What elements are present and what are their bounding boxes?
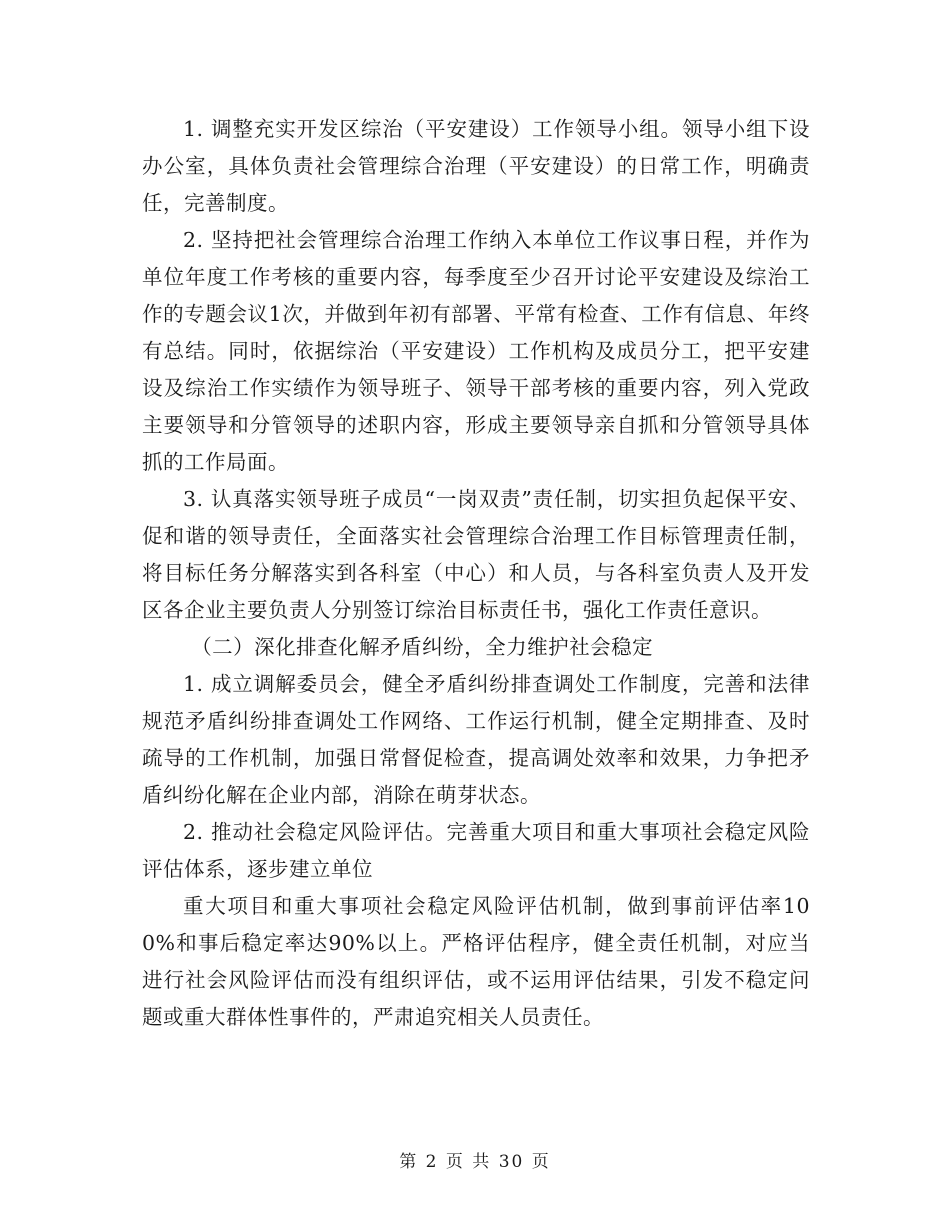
paragraph-2: 2. 坚持把社会管理综合治理工作纳入本单位工作议事日程，并作为单位年度工作考核的重要内容，每季度至少召开讨论平安建设及综治工作的专题会议1次，并做到年初有部署、平常有检查、工作有信息、年终有总结。同时，依据综治（平安建设）工作机构及成员分工，把平安建设及综治工作实绩作为领导班子、领导干部考核的重要内容，列入党政主要领导和分管领导的述职内容，形成主要领导亲自抓和分管领导具体抓的工作局面。 [142,228,810,474]
paragraph-3: 3. 认真落实领导班子成员“一岗双责”责任制，切实担负起保平安、促和谐的领导责任，全面落实社会管理综合治理工作目标管理责任制，将目标任务分解落实到各科室（中心）和人员，与各科室负责人及开发区各企业主要负责人分别签订综治目标责任书，强化工作责任意识。 [142,487,810,622]
paragraph-6: 重大项目和重大事项社会稳定风险评估机制，做到事前评估率100%和事后稳定率达90%以上。严格评估程序，健全责任机制，对应当进行社会风险评估而没有组织评估，或不运用评估结果，引发不稳定问题或重大群体性事件的，严肃追究相关人员责任。 [142,894,810,1029]
section-heading: （二）深化排查化解矛盾纠纷，全力维护社会稳定 [191,635,654,659]
paragraph-1: 1. 调整充实开发区综治（平安建设）工作领导小组。领导小组下设办公室，具体负责社会管理综合治理（平安建设）的日常工作，明确责任，完善制度。 [142,117,810,215]
paragraph-5: 2. 推动社会稳定风险评估。完善重大项目和重大事项社会稳定风险评估体系，逐步建立单位 [142,820,810,881]
paragraph-4: 1. 成立调解委员会，健全矛盾纠纷排查调处工作制度，完善和法律规范矛盾纠纷排查调处工作网络、工作运行机制，健全定期排查、及时疏导的工作机制，加强日常督促检查，提高调处效率和效果，力争把矛盾纠纷化解在企业内部，消除在萌芽状态。 [142,672,810,807]
page-number-footer: 第 2 页 共 30 页 [399,1152,551,1172]
document-body [142,111,810,1036]
